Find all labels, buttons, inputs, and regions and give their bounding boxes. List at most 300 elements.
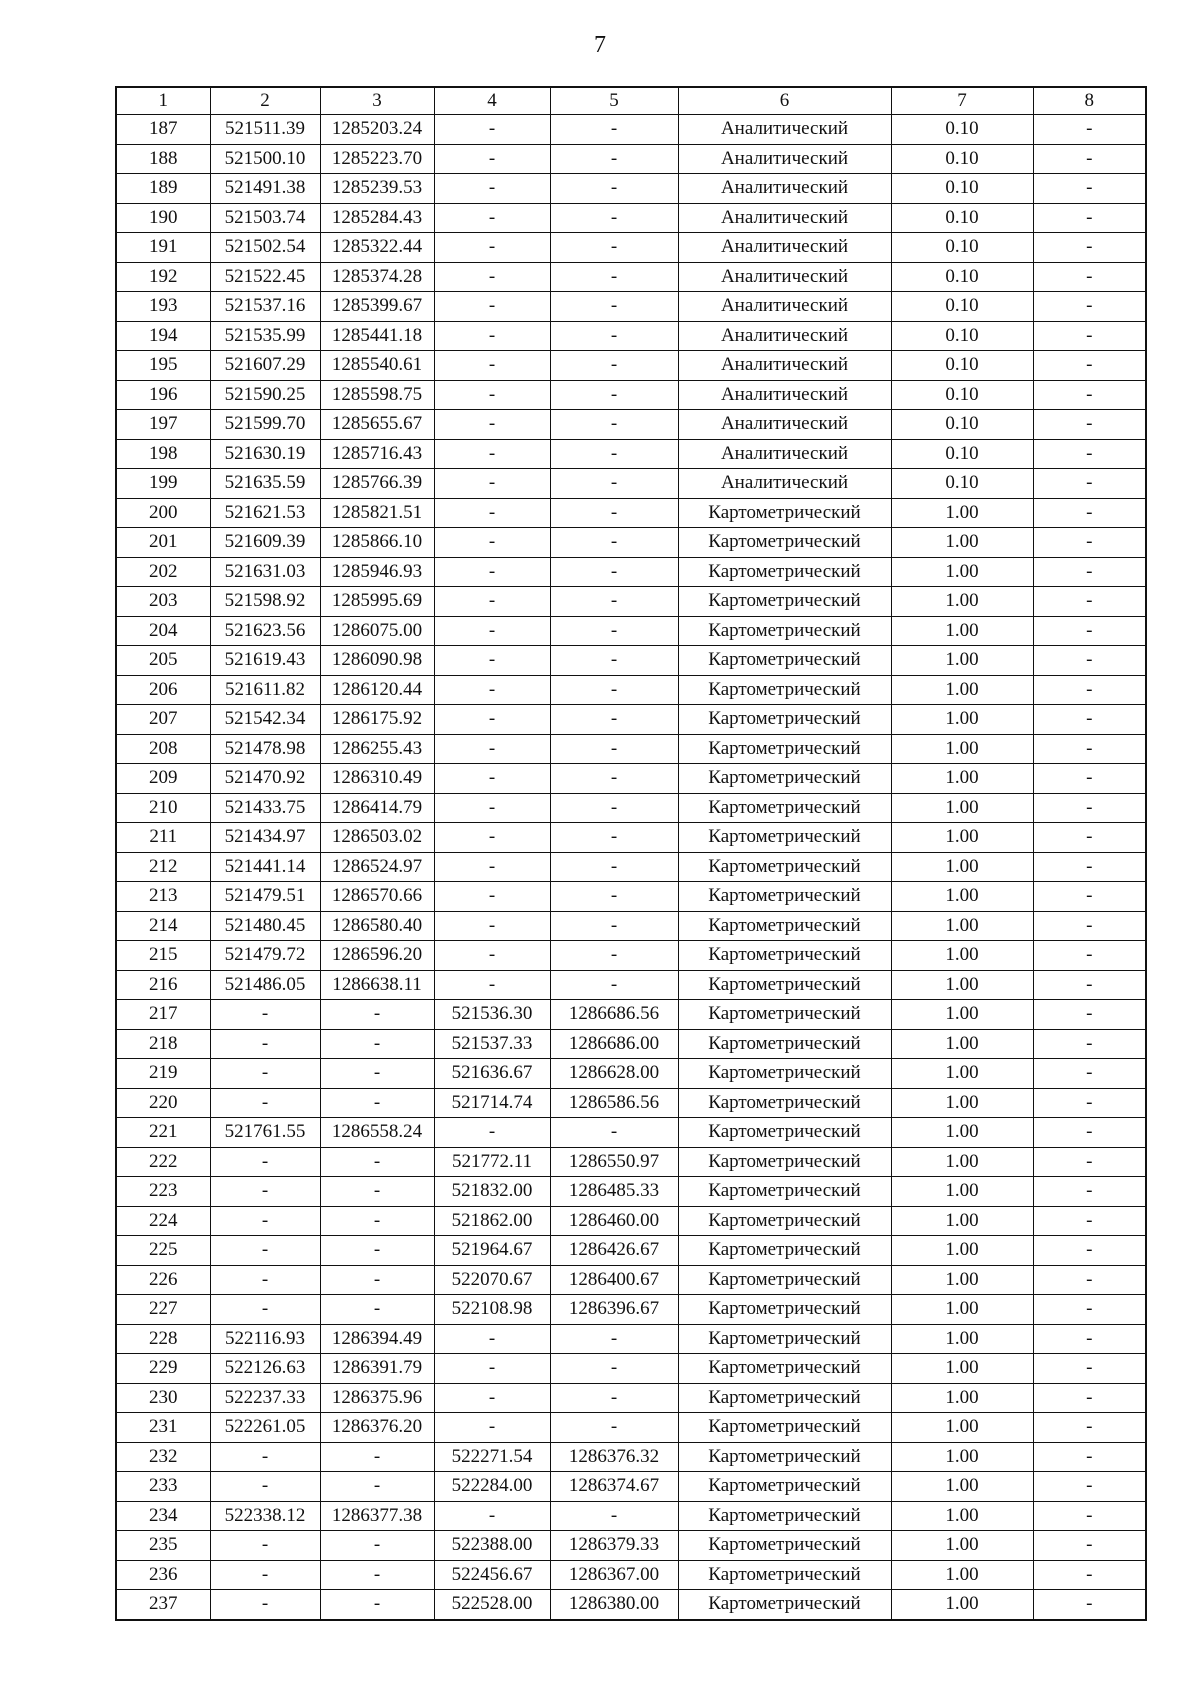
description-cell: - xyxy=(1033,1324,1146,1354)
y-coord-cell: - xyxy=(320,1000,434,1030)
table-row xyxy=(116,793,1146,823)
accuracy-cell: 1.00 xyxy=(891,882,1033,912)
point-number-cell: 236 xyxy=(116,1560,210,1590)
point-number-cell: 202 xyxy=(116,557,210,587)
accuracy-cell: 1.00 xyxy=(891,1265,1033,1295)
accuracy-cell: 1.00 xyxy=(891,1000,1033,1030)
x-new-coord-cell: - xyxy=(434,380,550,410)
y-new-coord-cell: - xyxy=(550,233,678,263)
x-coord-cell: 521486.05 xyxy=(210,970,320,1000)
x-new-coord-cell: - xyxy=(434,203,550,233)
y-new-coord-cell: 1286460.00 xyxy=(550,1206,678,1236)
x-coord-cell: - xyxy=(210,1531,320,1561)
y-coord-cell: 1286580.40 xyxy=(320,911,434,941)
accuracy-cell: 1.00 xyxy=(891,557,1033,587)
table-row xyxy=(116,1472,1146,1502)
description-cell: - xyxy=(1033,1088,1146,1118)
x-coord-cell: 522126.63 xyxy=(210,1354,320,1384)
point-number-cell: 223 xyxy=(116,1177,210,1207)
table-row xyxy=(116,911,1146,941)
y-coord-cell: 1285866.10 xyxy=(320,528,434,558)
x-new-coord-cell: 522284.00 xyxy=(434,1472,550,1502)
table-row xyxy=(116,1000,1146,1030)
method-cell: Аналитический xyxy=(678,203,891,233)
x-new-coord-cell: - xyxy=(434,1383,550,1413)
accuracy-cell: 1.00 xyxy=(891,734,1033,764)
x-coord-cell: 521535.99 xyxy=(210,321,320,351)
method-cell: Картометрический xyxy=(678,1236,891,1266)
point-number-cell: 205 xyxy=(116,646,210,676)
y-new-coord-cell: - xyxy=(550,292,678,322)
y-new-coord-cell: - xyxy=(550,1383,678,1413)
method-cell: Картометрический xyxy=(678,793,891,823)
table-row xyxy=(116,292,1146,322)
description-cell: - xyxy=(1033,616,1146,646)
accuracy-cell: 1.00 xyxy=(891,1324,1033,1354)
point-number-cell: 192 xyxy=(116,262,210,292)
y-new-coord-cell: - xyxy=(550,646,678,676)
table-row xyxy=(116,646,1146,676)
point-number-cell: 190 xyxy=(116,203,210,233)
y-new-coord-cell: 1286426.67 xyxy=(550,1236,678,1266)
table-row xyxy=(116,144,1146,174)
x-coord-cell: 521503.74 xyxy=(210,203,320,233)
point-number-cell: 219 xyxy=(116,1059,210,1089)
point-number-cell: 231 xyxy=(116,1413,210,1443)
description-cell: - xyxy=(1033,1354,1146,1384)
point-number-cell: 228 xyxy=(116,1324,210,1354)
y-coord-cell: 1286090.98 xyxy=(320,646,434,676)
point-number-cell: 191 xyxy=(116,233,210,263)
description-cell: - xyxy=(1033,1206,1146,1236)
y-new-coord-cell: - xyxy=(550,1501,678,1531)
accuracy-cell: 1.00 xyxy=(891,1236,1033,1266)
x-new-coord-cell: - xyxy=(434,292,550,322)
method-cell: Картометрический xyxy=(678,646,891,676)
y-coord-cell: 1286255.43 xyxy=(320,734,434,764)
y-new-coord-cell: 1286374.67 xyxy=(550,1472,678,1502)
x-new-coord-cell: 522388.00 xyxy=(434,1531,550,1561)
x-coord-cell: 521433.75 xyxy=(210,793,320,823)
x-coord-cell: 521599.70 xyxy=(210,410,320,440)
table-row xyxy=(116,469,1146,499)
method-cell: Картометрический xyxy=(678,1383,891,1413)
accuracy-cell: 1.00 xyxy=(891,498,1033,528)
accuracy-cell: 1.00 xyxy=(891,970,1033,1000)
y-new-coord-cell: - xyxy=(550,823,678,853)
method-cell: Картометрический xyxy=(678,1295,891,1325)
table-row xyxy=(116,439,1146,469)
table-row xyxy=(116,498,1146,528)
table-row xyxy=(116,1324,1146,1354)
y-new-coord-cell: - xyxy=(550,351,678,381)
x-coord-cell: 521479.51 xyxy=(210,882,320,912)
method-cell: Картометрический xyxy=(678,528,891,558)
accuracy-cell: 1.00 xyxy=(891,1206,1033,1236)
accuracy-cell: 1.00 xyxy=(891,1383,1033,1413)
header-cell: 4 xyxy=(434,87,550,115)
x-new-coord-cell: - xyxy=(434,941,550,971)
table-row xyxy=(116,1501,1146,1531)
y-coord-cell: 1286377.38 xyxy=(320,1501,434,1531)
accuracy-cell: 0.10 xyxy=(891,380,1033,410)
y-coord-cell: 1285239.53 xyxy=(320,174,434,204)
method-cell: Картометрический xyxy=(678,852,891,882)
table-row xyxy=(116,1059,1146,1089)
point-number-cell: 220 xyxy=(116,1088,210,1118)
x-coord-cell: - xyxy=(210,1029,320,1059)
description-cell: - xyxy=(1033,1236,1146,1266)
point-number-cell: 213 xyxy=(116,882,210,912)
x-coord-cell: 521511.39 xyxy=(210,115,320,145)
x-new-coord-cell: - xyxy=(434,528,550,558)
x-new-coord-cell: - xyxy=(434,498,550,528)
method-cell: Картометрический xyxy=(678,1531,891,1561)
x-coord-cell: 521611.82 xyxy=(210,675,320,705)
x-coord-cell: 521631.03 xyxy=(210,557,320,587)
x-coord-cell: - xyxy=(210,1177,320,1207)
y-coord-cell: 1285374.28 xyxy=(320,262,434,292)
table-row xyxy=(116,1088,1146,1118)
page-number: 7 xyxy=(594,32,606,58)
point-number-cell: 189 xyxy=(116,174,210,204)
y-new-coord-cell: - xyxy=(550,144,678,174)
method-cell: Картометрический xyxy=(678,1560,891,1590)
description-cell: - xyxy=(1033,1029,1146,1059)
x-new-coord-cell: 521537.33 xyxy=(434,1029,550,1059)
y-coord-cell: - xyxy=(320,1531,434,1561)
method-cell: Аналитический xyxy=(678,292,891,322)
x-new-coord-cell: - xyxy=(434,646,550,676)
x-coord-cell: 521502.54 xyxy=(210,233,320,263)
description-cell: - xyxy=(1033,793,1146,823)
y-new-coord-cell: - xyxy=(550,1354,678,1384)
x-coord-cell: 521635.59 xyxy=(210,469,320,499)
point-number-cell: 217 xyxy=(116,1000,210,1030)
method-cell: Картометрический xyxy=(678,941,891,971)
description-cell: - xyxy=(1033,587,1146,617)
table-row xyxy=(116,882,1146,912)
y-new-coord-cell: 1286686.00 xyxy=(550,1029,678,1059)
description-cell: - xyxy=(1033,469,1146,499)
x-new-coord-cell: - xyxy=(434,410,550,440)
table-row xyxy=(116,380,1146,410)
y-coord-cell: 1285655.67 xyxy=(320,410,434,440)
y-coord-cell: - xyxy=(320,1265,434,1295)
description-cell: - xyxy=(1033,1295,1146,1325)
y-new-coord-cell: 1286379.33 xyxy=(550,1531,678,1561)
table-row xyxy=(116,587,1146,617)
y-coord-cell: - xyxy=(320,1029,434,1059)
y-new-coord-cell: 1286550.97 xyxy=(550,1147,678,1177)
x-new-coord-cell: 521964.67 xyxy=(434,1236,550,1266)
description-cell: - xyxy=(1033,764,1146,794)
method-cell: Картометрический xyxy=(678,1206,891,1236)
y-coord-cell: 1286503.02 xyxy=(320,823,434,853)
y-coord-cell: 1285995.69 xyxy=(320,587,434,617)
accuracy-cell: 1.00 xyxy=(891,528,1033,558)
y-coord-cell: 1285598.75 xyxy=(320,380,434,410)
table-body xyxy=(116,115,1146,1620)
accuracy-cell: 1.00 xyxy=(891,675,1033,705)
description-cell: - xyxy=(1033,292,1146,322)
x-coord-cell: - xyxy=(210,1472,320,1502)
header-cell: 2 xyxy=(210,87,320,115)
x-coord-cell: - xyxy=(210,1206,320,1236)
y-coord-cell: 1286310.49 xyxy=(320,764,434,794)
accuracy-cell: 1.00 xyxy=(891,823,1033,853)
table-row xyxy=(116,1029,1146,1059)
method-cell: Аналитический xyxy=(678,469,891,499)
x-new-coord-cell: 521536.30 xyxy=(434,1000,550,1030)
accuracy-cell: 0.10 xyxy=(891,174,1033,204)
x-new-coord-cell: - xyxy=(434,115,550,145)
accuracy-cell: 0.10 xyxy=(891,292,1033,322)
y-coord-cell: - xyxy=(320,1147,434,1177)
accuracy-cell: 0.10 xyxy=(891,439,1033,469)
description-cell: - xyxy=(1033,203,1146,233)
method-cell: Картометрический xyxy=(678,882,891,912)
y-coord-cell: 1286558.24 xyxy=(320,1118,434,1148)
x-coord-cell: 521607.29 xyxy=(210,351,320,381)
x-coord-cell: - xyxy=(210,1000,320,1030)
description-cell: - xyxy=(1033,498,1146,528)
x-coord-cell: 521761.55 xyxy=(210,1118,320,1148)
method-cell: Картометрический xyxy=(678,1177,891,1207)
table-header xyxy=(116,87,1146,115)
description-cell: - xyxy=(1033,1177,1146,1207)
y-coord-cell: 1286524.97 xyxy=(320,852,434,882)
point-number-cell: 225 xyxy=(116,1236,210,1266)
accuracy-cell: 0.10 xyxy=(891,262,1033,292)
description-cell: - xyxy=(1033,321,1146,351)
y-new-coord-cell: 1286586.56 xyxy=(550,1088,678,1118)
accuracy-cell: 0.10 xyxy=(891,115,1033,145)
description-cell: - xyxy=(1033,911,1146,941)
table-row xyxy=(116,1383,1146,1413)
header-cell: 5 xyxy=(550,87,678,115)
accuracy-cell: 0.10 xyxy=(891,203,1033,233)
y-coord-cell: 1286391.79 xyxy=(320,1354,434,1384)
table-row xyxy=(116,970,1146,1000)
description-cell: - xyxy=(1033,1265,1146,1295)
description-cell: - xyxy=(1033,528,1146,558)
description-cell: - xyxy=(1033,1413,1146,1443)
method-cell: Картометрический xyxy=(678,1442,891,1472)
method-cell: Картометрический xyxy=(678,970,891,1000)
y-new-coord-cell: - xyxy=(550,321,678,351)
x-new-coord-cell: - xyxy=(434,1413,550,1443)
x-new-coord-cell: - xyxy=(434,1324,550,1354)
method-cell: Картометрический xyxy=(678,557,891,587)
x-coord-cell: 521500.10 xyxy=(210,144,320,174)
description-cell: - xyxy=(1033,734,1146,764)
y-new-coord-cell: - xyxy=(550,911,678,941)
y-coord-cell: 1286120.44 xyxy=(320,675,434,705)
y-new-coord-cell: 1286485.33 xyxy=(550,1177,678,1207)
y-new-coord-cell: - xyxy=(550,174,678,204)
x-coord-cell: - xyxy=(210,1560,320,1590)
table-row xyxy=(116,174,1146,204)
y-coord-cell: 1286570.66 xyxy=(320,882,434,912)
description-cell: - xyxy=(1033,1147,1146,1177)
x-new-coord-cell: 522271.54 xyxy=(434,1442,550,1472)
accuracy-cell: 1.00 xyxy=(891,911,1033,941)
x-coord-cell: 522237.33 xyxy=(210,1383,320,1413)
y-coord-cell: - xyxy=(320,1472,434,1502)
header-cell: 1 xyxy=(116,87,210,115)
method-cell: Картометрический xyxy=(678,1147,891,1177)
method-cell: Аналитический xyxy=(678,174,891,204)
y-coord-cell: 1286596.20 xyxy=(320,941,434,971)
x-coord-cell: - xyxy=(210,1265,320,1295)
accuracy-cell: 1.00 xyxy=(891,1354,1033,1384)
point-number-cell: 197 xyxy=(116,410,210,440)
accuracy-cell: 1.00 xyxy=(891,1501,1033,1531)
y-new-coord-cell: - xyxy=(550,705,678,735)
method-cell: Картометрический xyxy=(678,587,891,617)
x-coord-cell: 521434.97 xyxy=(210,823,320,853)
y-coord-cell: 1285540.61 xyxy=(320,351,434,381)
accuracy-cell: 0.10 xyxy=(891,351,1033,381)
method-cell: Картометрический xyxy=(678,1265,891,1295)
y-coord-cell: 1286394.49 xyxy=(320,1324,434,1354)
y-coord-cell: 1285441.18 xyxy=(320,321,434,351)
x-coord-cell: 521478.98 xyxy=(210,734,320,764)
x-coord-cell: 521609.39 xyxy=(210,528,320,558)
x-coord-cell: 522261.05 xyxy=(210,1413,320,1443)
method-cell: Картометрический xyxy=(678,764,891,794)
x-coord-cell: - xyxy=(210,1442,320,1472)
point-number-cell: 218 xyxy=(116,1029,210,1059)
point-number-cell: 224 xyxy=(116,1206,210,1236)
x-coord-cell: 522116.93 xyxy=(210,1324,320,1354)
y-new-coord-cell: - xyxy=(550,262,678,292)
table-row xyxy=(116,675,1146,705)
x-new-coord-cell: - xyxy=(434,351,550,381)
point-number-cell: 199 xyxy=(116,469,210,499)
y-new-coord-cell: - xyxy=(550,410,678,440)
x-new-coord-cell: - xyxy=(434,233,550,263)
y-coord-cell: - xyxy=(320,1206,434,1236)
y-new-coord-cell: - xyxy=(550,852,678,882)
table-row xyxy=(116,321,1146,351)
description-cell: - xyxy=(1033,262,1146,292)
point-number-cell: 216 xyxy=(116,970,210,1000)
method-cell: Аналитический xyxy=(678,262,891,292)
table-row xyxy=(116,115,1146,145)
table-row xyxy=(116,1295,1146,1325)
description-cell: - xyxy=(1033,144,1146,174)
point-number-cell: 211 xyxy=(116,823,210,853)
method-cell: Аналитический xyxy=(678,380,891,410)
table-row xyxy=(116,1206,1146,1236)
x-new-coord-cell: 522456.67 xyxy=(434,1560,550,1590)
y-new-coord-cell: 1286396.67 xyxy=(550,1295,678,1325)
x-coord-cell: 521621.53 xyxy=(210,498,320,528)
method-cell: Картометрический xyxy=(678,734,891,764)
method-cell: Аналитический xyxy=(678,233,891,263)
y-coord-cell: 1285716.43 xyxy=(320,439,434,469)
point-number-cell: 226 xyxy=(116,1265,210,1295)
accuracy-cell: 1.00 xyxy=(891,1560,1033,1590)
description-cell: - xyxy=(1033,823,1146,853)
table-row xyxy=(116,1560,1146,1590)
x-new-coord-cell: 521862.00 xyxy=(434,1206,550,1236)
y-new-coord-cell: 1286628.00 xyxy=(550,1059,678,1089)
point-number-cell: 187 xyxy=(116,115,210,145)
x-coord-cell: 521480.45 xyxy=(210,911,320,941)
table-row xyxy=(116,1236,1146,1266)
method-cell: Аналитический xyxy=(678,410,891,440)
x-coord-cell: - xyxy=(210,1147,320,1177)
method-cell: Картометрический xyxy=(678,498,891,528)
accuracy-cell: 1.00 xyxy=(891,1531,1033,1561)
accuracy-cell: 1.00 xyxy=(891,1590,1033,1620)
method-cell: Картометрический xyxy=(678,675,891,705)
x-new-coord-cell: - xyxy=(434,911,550,941)
accuracy-cell: 1.00 xyxy=(891,587,1033,617)
point-number-cell: 201 xyxy=(116,528,210,558)
table-row xyxy=(116,528,1146,558)
x-new-coord-cell: 521636.67 xyxy=(434,1059,550,1089)
method-cell: Картометрический xyxy=(678,1059,891,1089)
accuracy-cell: 1.00 xyxy=(891,1413,1033,1443)
x-new-coord-cell: - xyxy=(434,852,550,882)
point-number-cell: 212 xyxy=(116,852,210,882)
table-row xyxy=(116,1265,1146,1295)
point-number-cell: 200 xyxy=(116,498,210,528)
description-cell: - xyxy=(1033,941,1146,971)
point-number-cell: 194 xyxy=(116,321,210,351)
y-coord-cell: 1285203.24 xyxy=(320,115,434,145)
accuracy-cell: 0.10 xyxy=(891,321,1033,351)
description-cell: - xyxy=(1033,646,1146,676)
y-coord-cell: - xyxy=(320,1088,434,1118)
method-cell: Картометрический xyxy=(678,616,891,646)
x-coord-cell: 521522.45 xyxy=(210,262,320,292)
x-new-coord-cell: - xyxy=(434,321,550,351)
y-coord-cell: - xyxy=(320,1295,434,1325)
y-coord-cell: 1286414.79 xyxy=(320,793,434,823)
point-number-cell: 237 xyxy=(116,1590,210,1620)
x-new-coord-cell: - xyxy=(434,587,550,617)
description-cell: - xyxy=(1033,1560,1146,1590)
point-number-cell: 232 xyxy=(116,1442,210,1472)
method-cell: Картометрический xyxy=(678,1118,891,1148)
point-number-cell: 227 xyxy=(116,1295,210,1325)
table-row xyxy=(116,852,1146,882)
method-cell: Картометрический xyxy=(678,1472,891,1502)
point-number-cell: 196 xyxy=(116,380,210,410)
method-cell: Аналитический xyxy=(678,321,891,351)
accuracy-cell: 1.00 xyxy=(891,646,1033,676)
x-new-coord-cell: - xyxy=(434,1118,550,1148)
y-new-coord-cell: - xyxy=(550,1413,678,1443)
y-coord-cell: 1285946.93 xyxy=(320,557,434,587)
y-coord-cell: 1285284.43 xyxy=(320,203,434,233)
method-cell: Аналитический xyxy=(678,351,891,381)
x-coord-cell: - xyxy=(210,1088,320,1118)
x-new-coord-cell: - xyxy=(434,262,550,292)
y-new-coord-cell: 1286400.67 xyxy=(550,1265,678,1295)
accuracy-cell: 0.10 xyxy=(891,144,1033,174)
table-row xyxy=(116,1147,1146,1177)
point-number-cell: 206 xyxy=(116,675,210,705)
method-cell: Картометрический xyxy=(678,1501,891,1531)
x-coord-cell: - xyxy=(210,1236,320,1266)
x-new-coord-cell: 522108.98 xyxy=(434,1295,550,1325)
